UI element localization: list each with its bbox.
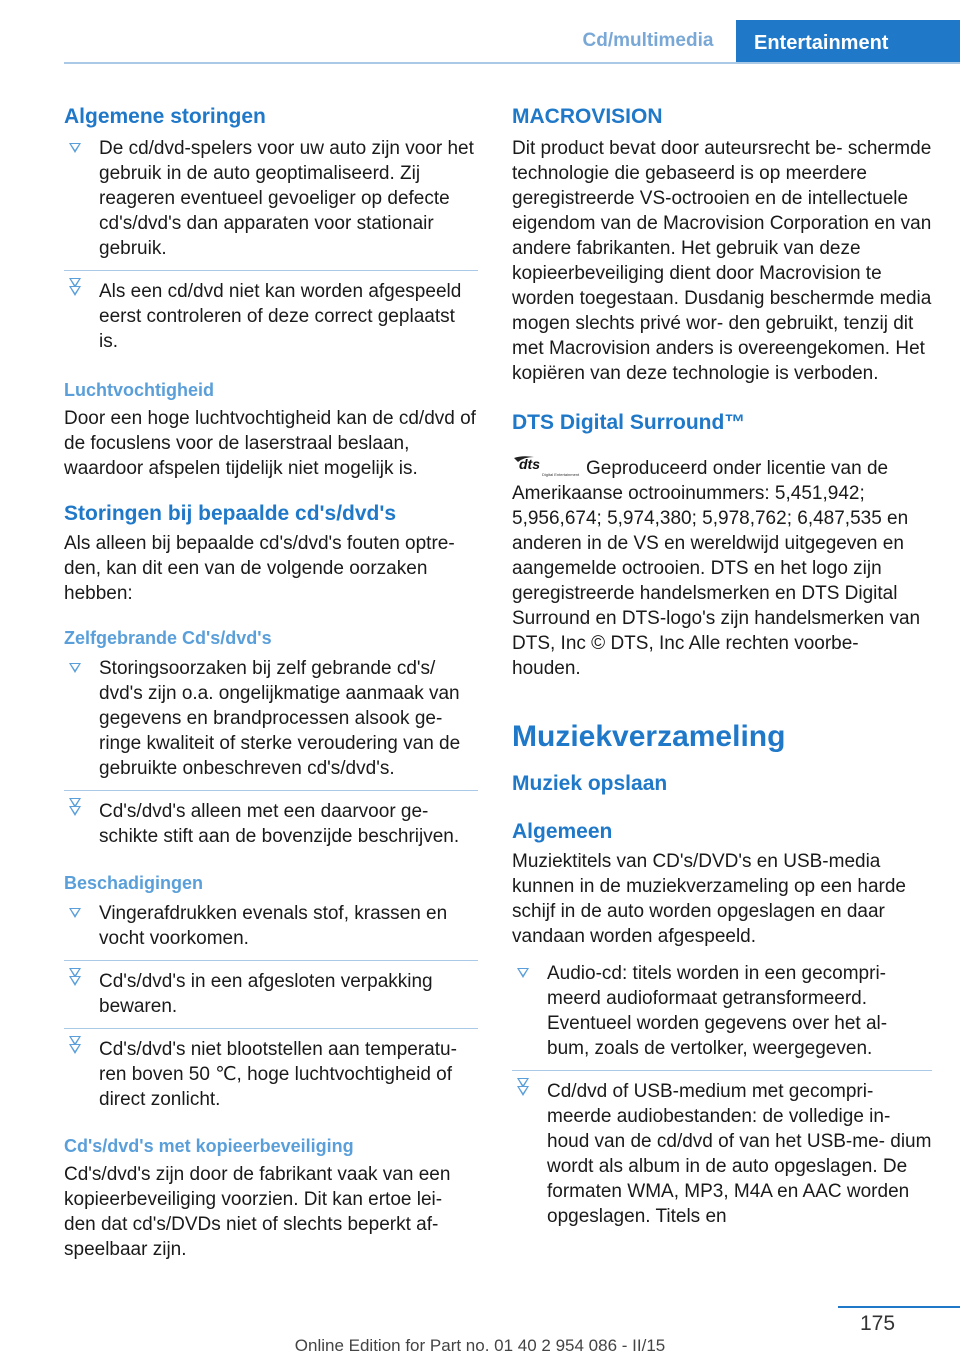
- heading-zelfgebrande: Zelfgebrande Cd's/dvd's: [64, 628, 272, 648]
- right-column: [512, 100, 932, 1229]
- text-luchtvochtigheid: Door een hoge luchtvochtigheid kan de cd/dvd of de focuslens voor de laserstraal beslaan, waardoor afspelen tijdelijk niet mogelijk is.: [64, 408, 476, 479]
- text-macrovision: Dit product bevat door auteursrecht be- schermde technologie die gebaseerd is op meerdere geregistreerde VS-octrooien en de intellectuele eigendom van de Macrovision Corporation en van andere fabrikanten. Het gebruik van deze kopieerbeveiliging dient door Macrovision te worden toegestaan. Dusdanig beschermde media mogen slechts privé wor- den gebruikt, tenzij dit met Macrovision anders is overeengekomen. Het kopiëren van deze technologie is verboden.: [512, 138, 932, 384]
- heading-beschadigingen: Beschadigingen: [64, 873, 204, 893]
- header-section-label: Cd/multimedia: [582, 30, 714, 51]
- list-item: Als een cd/dvd niet kan worden afgespeeld eerst controleren of deze correct geplaatst is.: [64, 279, 478, 354]
- svg-text:Digital Entertainment: Digital Entertainment: [542, 472, 580, 477]
- list-item: De cd/dvd-spelers voor uw auto zijn voor het gebruik in de auto geoptimaliseerd. Zij reageren eventueel gevoeliger op defecte cd's/dvd's dan apparaten voor stationair gebruik.: [64, 136, 478, 261]
- list-item: Cd's/dvd's alleen met een daarvoor ge- schikte stift aan de bovenzijde beschrijven.: [64, 799, 478, 849]
- heading-storingen-bepaalde: Storingen bij bepaalde cd's/dvd's: [64, 502, 397, 525]
- heading-dts: DTS Digital Surround™: [512, 411, 746, 434]
- footer-edition: Online Edition for Part no. 01 40 2 954 086 - II/15: [294, 1336, 666, 1355]
- separator: [64, 1028, 478, 1029]
- heading-algemene-storingen: Algemene storingen: [64, 105, 266, 128]
- heading-kopieerbeveiliging: Cd's/dvd's met kopieerbeveiliging: [64, 1136, 354, 1156]
- header-chapter-tab: Entertainment: [736, 20, 960, 64]
- list-item: Cd's/dvd's in een afgesloten verpakking bewaren.: [64, 969, 478, 1019]
- list-algemene-storingen: [64, 136, 478, 354]
- list-muziekverzameling: [512, 961, 932, 1229]
- page-number: 175: [860, 1312, 896, 1335]
- list-item: Vingerafdrukken evenals stof, krassen en vocht voorkomen.: [64, 901, 478, 951]
- heading-muziek-opslaan: Muziek opslaan: [512, 772, 668, 795]
- list-beschadigingen: [64, 901, 478, 1112]
- text-kopieerbeveiliging: Cd's/dvd's zijn door de fabrikant vaak van een kopieerbeveiliging voorzien. Dit kan ertoe lei- den dat cd's/DVDs niet of slechts beperkt af- speelbaar zijn.: [64, 1164, 451, 1260]
- left-column: [64, 100, 478, 1262]
- heading-algemeen: Algemeen: [512, 820, 613, 843]
- separator: [64, 270, 478, 271]
- separator: [64, 790, 478, 791]
- text-dts-paragraph: [512, 454, 932, 681]
- list-item: Storingsoorzaken bij zelf gebrande cd's/ dvd's zijn o.a. ongelijkmatige aanmaak van gegevens en brandprocessen alsook ge- ringe kwaliteit of sterke veroudering van de gebruikte onbeschreven cd's/dvd's.: [64, 656, 478, 781]
- text-storingen-bepaalde: Als alleen bij bepaalde cd's/dvd's fouten optre- den, kan dit een van de volgende oorzaken hebben:: [64, 533, 455, 604]
- dts-logo-icon: [512, 454, 580, 480]
- footer-rule: [838, 1306, 960, 1308]
- list-item: Audio-cd: titels worden in een gecompri- meerd audioformaat getransformeerd. Eventueel worden gegevens over het al- bum, zoals de vertolker, weergegeven.: [512, 961, 932, 1061]
- svg-text:dts: dts: [519, 456, 540, 472]
- separator: [512, 1070, 932, 1071]
- text-muziekverzameling: Muziektitels van CD's/DVD's en USB-media kunnen in de muziekverzameling op een harde schijf in de auto worden opgeslagen en daar vandaan worden afgespeeld.: [512, 851, 906, 947]
- header-rule: [64, 62, 960, 64]
- list-item: Cd/dvd of USB-medium met gecompri- meerde audiobestanden: de volledige in- houd van de cd/dvd of van het USB-me- dium wordt als album in de auto opgeslagen. De formaten WMA, MP3, M4A en AAC worden opgeslagen. Titels en: [512, 1079, 932, 1229]
- text-dts: Geproduceerd onder licentie van de Amerikaanse octrooinummers: 5,451,942; 5,956,674; 5,974,380; 5,978,762; 6,487,535 en anderen in de VS en wereldwijd uitgegeven en aangemelde octrooien. DTS en het logo zijn geregistreerde handelsmerken en DTS Digital Surround en DTS-logo's zijn handelsmerken van DTS, Inc © DTS, Inc Alle rechten voorbe- houden.: [512, 458, 921, 679]
- heading-luchtvochtigheid: Luchtvochtigheid: [64, 380, 214, 400]
- heading-muziekverzameling: Muziekverzameling: [512, 720, 786, 753]
- separator: [64, 960, 478, 961]
- list-zelfgebrande: [64, 656, 478, 849]
- heading-macrovision: MACROVISION: [512, 105, 663, 128]
- list-item: Cd's/dvd's niet blootstellen aan temperatu- ren boven 50 ℃, hoge luchtvochtigheid of direct zonlicht.: [64, 1037, 478, 1112]
